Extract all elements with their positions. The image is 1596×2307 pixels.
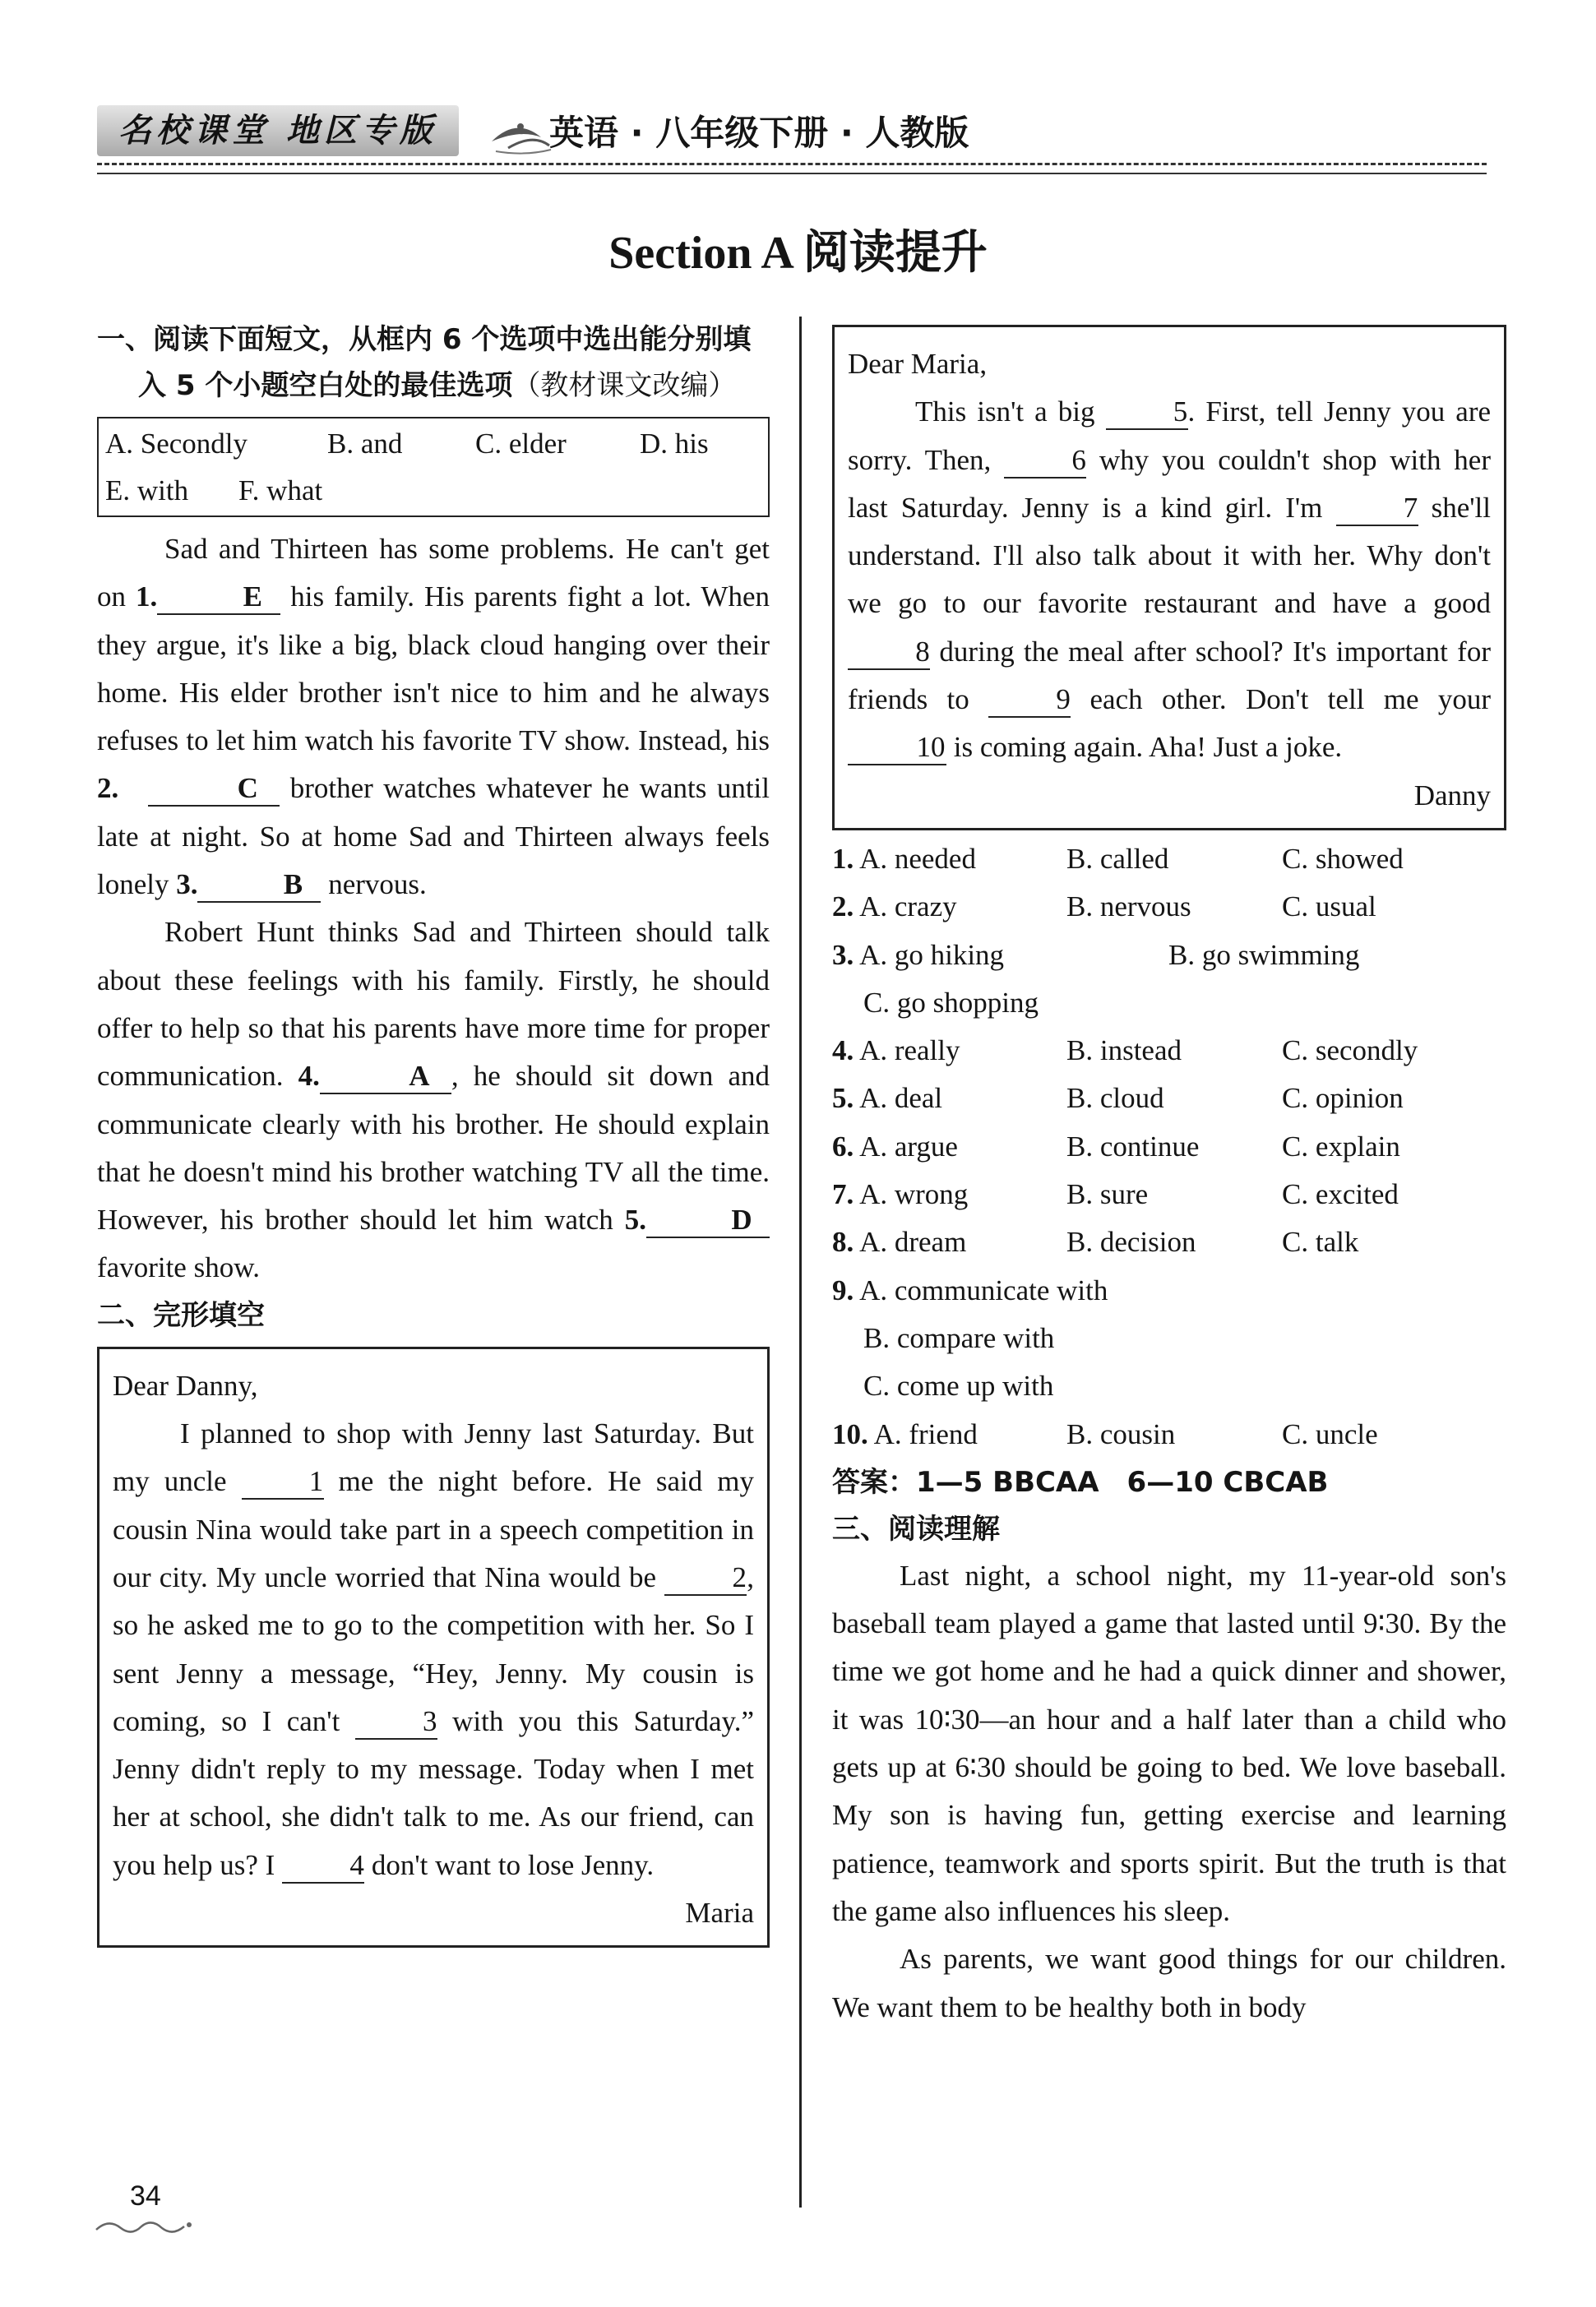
question-number: 9. [832,1274,854,1306]
option-box [97,417,770,517]
header-dashed-rule [97,163,1487,165]
choice-a: A. crazy [859,890,957,923]
question-number: 2. [832,890,854,923]
choice-c: C. uncle [1282,1417,1378,1450]
text-span: why you couldn't shop with her last Saturday. Jenny is a kind girl. I'm [848,443,1491,524]
option-e: E. with [105,474,189,506]
choice-b: B. compare with [863,1321,1055,1354]
letter-signature: Danny [1413,779,1491,811]
choice-a: A. needed [859,842,976,875]
cloze-blank-2: 2 [664,1561,747,1596]
choice-a: A. wrong [859,1178,969,1211]
question-8 [832,1218,1506,1266]
choice-a: A. argue [859,1130,958,1163]
text-span: This isn't a big [915,395,1095,428]
question-number: 8. [832,1226,854,1259]
text-span: his family. His parents fight a lot. When they argue, it's like a big, black cloud hanging over their home. His elder brother isn't nice to him and he always refuses to let him watch his favorite TV show. Instead, his [97,580,770,757]
question-10 [832,1411,1506,1459]
question-list [832,835,1506,1459]
answer-blank-4: A [320,1060,451,1094]
left-column [97,317,770,1948]
question-3-cont [832,979,1506,1027]
letter-body [848,388,1491,771]
right-column [832,325,1506,2032]
text-span: I planned to shop with Jenny last Saturday. But my uncle [113,1417,754,1498]
choice-a: A. dream [859,1226,967,1259]
choice-b: B. cloud [1066,1082,1164,1115]
answer-blank-2: C [148,772,280,807]
text-span: nervous. [328,868,427,901]
column-divider [799,317,802,2208]
option-d: D. his [640,428,709,460]
blank-number: 5. [624,1204,646,1237]
choice-a: A. friend [873,1417,978,1450]
question-2 [832,883,1506,931]
option-b: B. and [327,428,403,460]
question-5 [832,1075,1506,1122]
cloze-blank-4: 4 [282,1849,364,1884]
answer-blank-3: B [197,868,321,903]
cloze-blank-6: 6 [1004,444,1086,479]
header-rule [97,173,1487,174]
blank-number: 1. [136,580,158,613]
text-span: brother watches whatever he wants until late at night. So at home Sad and Thirteen always feels lonely [97,772,770,901]
option-f: F. what [238,474,323,506]
section-title [0,220,1596,286]
choice-c: C. opinion [1282,1082,1404,1115]
part2-heading: 二、完形填空 [97,1298,265,1332]
question-number: 1. [832,842,854,875]
part1-paragraph-1 [97,525,770,908]
question-number: 3. [832,938,854,971]
cloze-blank-5: 5 [1106,395,1188,430]
answer-key: 答案：1—5 BBCAA 6—10 CBCAB [832,1465,1329,1499]
choice-c: C. secondly [1282,1034,1418,1067]
question-3 [832,932,1506,979]
text-span: me the night before. He said my cousin Nina would take part in a speech competition in our city. My uncle worried that Nina would be [113,1465,754,1593]
choice-c: C. usual [1282,890,1376,923]
choice-a: A. communicate with [859,1274,1108,1306]
cloze-blank-10: 10 [848,731,946,765]
text-span: with you this Saturday.” Jenny didn't reply to my message. Today when I met her at school, she didn't talk to me. As our friend, can you help us? I [113,1704,755,1881]
option-row-1 [105,420,761,467]
section-title-en: Section A [608,228,792,279]
book-title: 英语 · 八年级下册 · 人教版 [549,113,969,153]
blank-number: 4. [298,1060,320,1093]
text-span: favorite show. [97,1251,260,1284]
choice-b: B. decision [1066,1226,1196,1259]
question-9-b [832,1315,1506,1362]
choice-b: B. instead [1066,1034,1182,1067]
letter-signature: Maria [685,1897,754,1930]
answer-blank-5: D [646,1204,770,1238]
choice-a: A. go hiking [859,938,1005,971]
question-number: 10. [832,1417,868,1450]
question-number: 4. [832,1034,854,1067]
text-span: don't want to lose Jenny. [371,1848,655,1881]
choice-c: C. showed [1282,842,1404,875]
part1-heading [97,317,770,409]
option-a: A. Secondly [105,428,248,460]
choice-b: B. nervous [1066,890,1191,923]
question-number: 5. [832,1082,854,1115]
blank-number: 2. [97,772,119,805]
blank-number: 3. [176,868,198,901]
choice-c: C. explain [1282,1130,1400,1163]
option-c: C. elder [475,428,567,460]
part3-paragraph-2: As parents, we want good things for our children. We want them to be healthy both in body [832,1943,1506,2023]
cloze-blank-7: 7 [1336,492,1418,526]
letter-salutation: Dear Maria, [848,348,988,380]
choice-c: C. come up with [863,1370,1054,1403]
cloze-blank-3: 3 [355,1705,437,1740]
question-9-c [832,1362,1506,1410]
cloze-blank-1: 1 [242,1465,324,1500]
choice-b: B. sure [1066,1178,1149,1211]
text-span: each other. Don't tell me your [1089,683,1492,716]
section-title-zh: 阅读提升 [803,226,988,280]
letter-body [113,1410,754,1889]
question-number: 6. [832,1130,854,1163]
page-number: 34 [130,2180,161,2212]
choice-c: C. talk [1282,1226,1359,1259]
question-1 [832,835,1506,883]
text-span: she'll understand. I'll also talk about it with her. Why don't we go to our favorite restaurant and have a good [848,491,1492,620]
question-9 [832,1267,1506,1315]
letter-salutation: Dear Danny, [113,1369,258,1402]
text-span: Robert Hunt thinks Sad and Thirteen should talk about these feelings with his family. Firstly, he should offer to help so that his parents have more time for proper communication. [97,916,770,1093]
question-number: 7. [832,1178,854,1211]
question-7 [832,1171,1506,1218]
choice-c: C. excited [1282,1178,1399,1211]
option-row-2 [105,467,761,514]
letter-from-danny [832,325,1506,830]
choice-a: A. deal [859,1082,943,1115]
choice-b: B. go swimming [1168,938,1360,971]
page-header [97,99,1487,177]
question-4 [832,1027,1506,1075]
text-span: . First, tell Jenny you are sorry. Then, [848,395,1492,476]
answer-blank-1: E [157,580,280,615]
part1-paragraph-2 [97,908,770,1292]
part3-paragraph-1: Last night, a school night, my 11-year-old son's baseball team played a game that lasted until 9∶30. By the time we got home and he had a quick dinner and shower, it was 10∶30—an hour and a half later than a child who gets up at 6∶30 should be going to bed. We love baseball. My son is having fun, getting exercise and learning patience, teamwork and sports spirit. But the truth is that the game also influences his sleep. [832,1559,1506,1927]
letter-from-maria [97,1347,770,1949]
text-span: during the meal after school? It's important for friends to [848,635,1491,716]
part3-heading: 三、阅读理解 [832,1512,1000,1546]
part1-heading-note: （教材课文改编） [512,369,737,402]
text-span: is coming again. Aha! Just a joke. [953,731,1343,764]
choice-b: B. called [1066,842,1169,875]
choice-b: B. cousin [1066,1417,1176,1450]
choice-c: C. go shopping [863,986,1039,1019]
text-span: , he should sit down and communicate clearly with his brother. He should explain that he doesn't mind his brother watching TV all the time. However, his brother should let him watch [97,1060,770,1237]
cloze-blank-9: 9 [988,683,1071,718]
choice-b: B. continue [1066,1130,1200,1163]
part1-heading-text: 一、阅读下面短文，从框内 6 个选项中选出能分别填入 5 个小题空白处的最佳选项 [97,323,752,402]
series-brand: 名校课堂 地区专版 [97,105,459,156]
text-span: , so he asked me to go to the competition with her. So I sent Jenny a message, “Hey, Jenny. My cousin is coming, so I can't [113,1560,754,1737]
text-span: Sad and Thirteen has some problems. He can't get on [97,533,770,613]
question-6 [832,1123,1506,1171]
footer-swirl-icon [92,2215,199,2240]
cloze-blank-8: 8 [848,636,930,670]
choice-a: A. really [859,1034,960,1067]
